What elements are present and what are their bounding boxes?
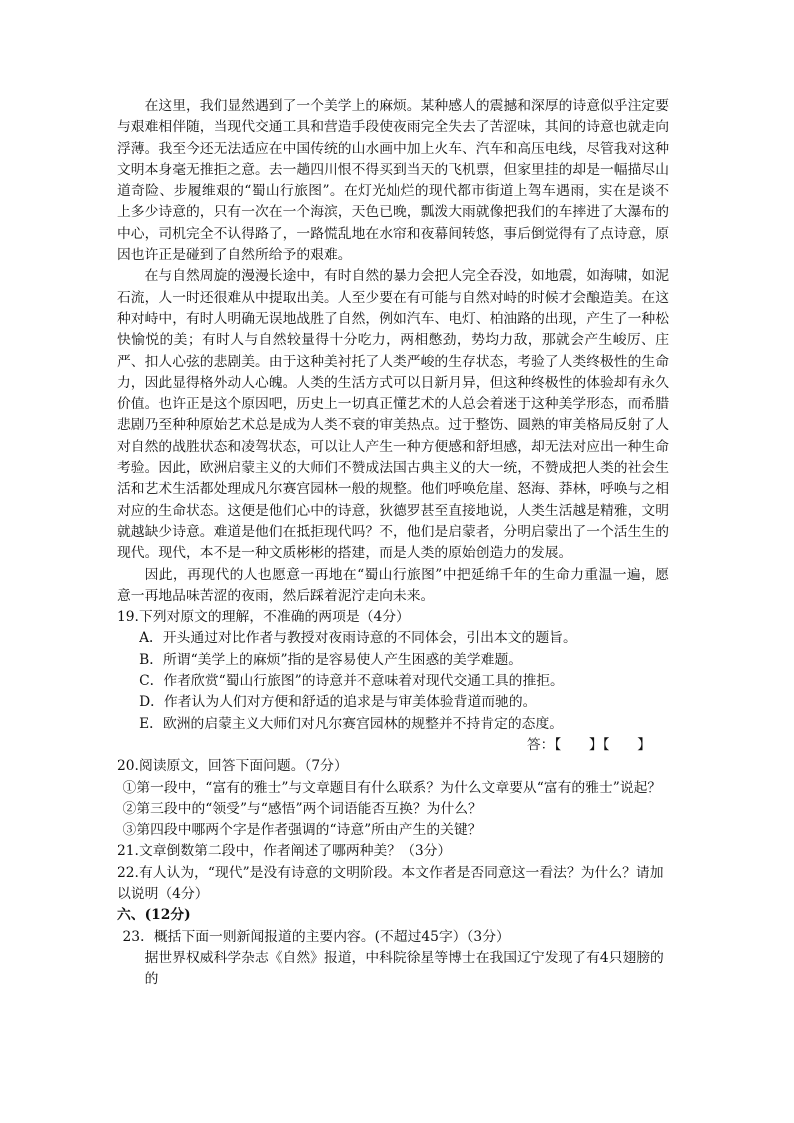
question-19-option-d: D．作者认为人们对方便和舒适的追求是与审美体验背道而驰的。 [139, 694, 537, 711]
question-23-news-text [117, 948, 669, 991]
question-19-option-c: C．作者欣赏“蜀山行旅图”的诗意并不意味着对现代交通工具的推拒。 [139, 673, 564, 690]
question-19-stem: 19.下列对原文的理解，不准确的两项是（4分） [117, 609, 410, 626]
question-20-sub-3: ③第四段中哪两个字是作者强调的“诗意”所由产生的关键？ [122, 822, 482, 839]
passage-paragraph-1: 在这里，我们显然遇到了一个美学上的麻烦。某种感人的震撼和深厚的诗意似乎注定要与艰难相伴随，当现代交通工具和营造手段使夜雨完全失去了苦涩味，其间的诗意也就走向浮薄。我至今还无法适应在中国传统的山水画中加上火车、汽车和高压电线，尽管我对这种文明本身毫无推拒之意。去一趟四川恨不得买到当天的飞机票，但家里挂的却是一幅描尽山道奇险、步履维艰的“蜀山行旅图”。在灯光灿烂的现代都市街道上驾车遇雨，实在是谈不上多少诗意的，只有一次在一个海滨，天色已晚，瓢泼大雨就像把我们的车摔进了大瀑布的中心，司机完全不认得路了，一路慌乱地在水帘和夜幕间转悠，事后倒觉得有了点诗意，原因也许正是碰到了自然所给予的艰难。 [117, 98, 669, 264]
question-23-stem: 23．概括下面一则新闻报道的主要内容。(不超过45字）（3分） [122, 928, 510, 945]
passage-paragraph-2: 在与自然周旋的漫漫长途中，有时自然的暴力会把人完全吞没，如地震，如海啸，如泥石流，人一时还很难从中提取出美。人至少要在有可能与自然对峙的时候才会酿造美。在这种对峙中，有时人明确无误地战胜了自然，例如汽车、电灯、柏油路的出现，产生了一种松快愉悦的美；有时人与自然较量得十分吃力，两相憋劲，势均力敌，那就会产生峻厉、庄严、扣人心弦的悲剧美。由于这种美衬托了人类严峻的生存状态，考验了人类终极性的生命力，因此显得格外动人心魄。人类的生活方式可以日新月异，但这种终极性的体验却有永久价值。也许正是这个原因吧，历史上一切真正懂艺术的人总会着迷于这种美学形态，而希腊悲剧乃至种种原始艺术总是成为人类不衰的审美热点。过于整饬、圆熟的审美格局反射了人对自然的战胜状态和凌驾状态，可以让人产生一种方便感和舒坦感，却无法对应出一种生命考验。因此，欧洲启蒙主义的大师们不赞成法国古典主义的大一统，不赞成把人类的社会生活和艺术生活都处理成凡尔赛宫园林一般的规整。他们呼唤危崖、怒海、莽林，呼唤与之相对应的生命状态。这便是他们心中的诗意，狄德罗甚至直接地说，人类生活越是精雅，文明就越缺少诗意。难道是他们在抵拒现代吗？不，他们是启蒙者，分明启蒙出了一个活生生的现代。现代，本不是一种文质彬彬的搭建，而是人类的原始创造力的发展。 [117, 268, 669, 562]
section-6-heading: 六、(12分) [117, 907, 191, 924]
question-19-answer-blank: 答：【 】【 】 [526, 736, 651, 753]
question-23-news-text-line1: 据世界权威科学杂志《自然》报道，中科院徐星等博士在我国辽宁发现了有4只翅膀的 [144, 949, 664, 966]
question-20-sub-2: ②第三段中的“领受”与“感悟”两个词语能否互换？为什么？ [122, 800, 482, 817]
question-20-stem: 20.阅读原文，回答下面问题。（7分） [117, 758, 348, 775]
document-page [117, 96, 669, 990]
question-20-sub-1: ①第一段中，“富有的雅士”与文章题目有什么联系？为什么文章要从“富有的雅士”说起？ [122, 779, 662, 796]
question-21: 21.文章倒数第二段中，作者阐述了哪两种美？（3分） [117, 843, 452, 860]
question-19-option-e: E．欧洲的启蒙主义大师们对凡尔赛宫园林的规整并不持肯定的态度。 [139, 715, 564, 732]
question-22: 22.有人认为，“现代”是没有诗意的文明阶段。本文作者是否同意这一看法？为什么？请加以说明（4分） [117, 864, 664, 902]
question-19-option-a: A．开头通过对比作者与教授对夜雨诗意的不同体会，引出本文的题旨。 [139, 630, 577, 647]
passage-paragraph-3: 因此，再现代的人也愿意一再地在“蜀山行旅图”中把延绵千年的生命力重温一遍，愿意一再地品味苦涩的夜雨，然后踩着泥泞走向未来。 [117, 566, 669, 604]
question-19-option-b: B．所谓“美学上的麻烦”指的是容易使人产生困惑的美学难题。 [139, 651, 523, 668]
question-23-news-text-line2: 的 [144, 971, 159, 988]
